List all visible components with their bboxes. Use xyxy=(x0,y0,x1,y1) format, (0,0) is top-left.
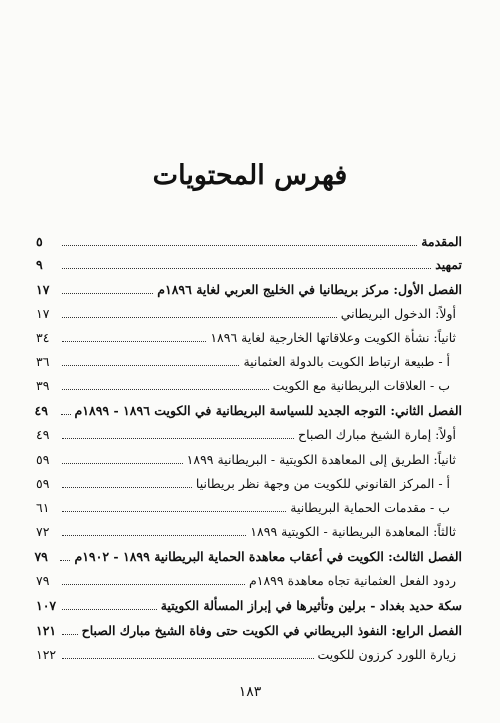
toc-entry-label: زيارة اللورد كرزون للكويت xyxy=(317,647,456,662)
toc-entry-page: ٦١ xyxy=(36,500,50,515)
dot-leader xyxy=(62,341,206,342)
toc-entry xyxy=(36,377,462,395)
toc-entry-label: ثانياً: الطريق إلى المعاهدة الكويتية - البريطانية ١٨٩٩ xyxy=(186,452,456,467)
dot-leader xyxy=(62,245,417,246)
dot-leader xyxy=(62,487,192,488)
dot-leader xyxy=(62,293,153,294)
toc-entry-label: أولاً: إمارة الشيخ مبارك الصباح xyxy=(298,427,456,442)
toc-entry xyxy=(36,597,462,615)
toc-entry xyxy=(36,548,462,566)
toc-entry xyxy=(36,353,462,371)
dot-leader xyxy=(62,317,337,318)
dot-leader xyxy=(62,438,294,439)
toc-entry-label: أ - المركز القانوني للكويت من وجهة نظر بريطانيا xyxy=(195,476,450,491)
toc-entry-label: ثالثاً: المعاهدة البريطانية - الكويتية ١٨٩٩ xyxy=(250,524,456,539)
toc-entry xyxy=(36,281,462,299)
toc-entry-page: ٣٤ xyxy=(36,330,50,345)
dot-leader xyxy=(62,268,431,269)
toc-entry-label: ثانياً: نشأة الكويت وعلاقاتها الخارجية لغاية ١٨٩٦ xyxy=(210,330,456,345)
toc-entry-label: الفصل الثاني: التوجه الجديد للسياسة البريطانية في الكويت ١٨٩٦ - ١٨٩٩م xyxy=(74,403,462,418)
dot-leader xyxy=(61,414,71,415)
dot-leader xyxy=(62,365,239,366)
dot-leader xyxy=(62,609,157,610)
toc-entry-page: ١٧ xyxy=(36,306,50,321)
toc-entry-label: الفصل الرابع: النفوذ البريطاني في الكويت حتى وفاة الشيخ مبارك الصباح xyxy=(81,623,462,638)
toc-entry xyxy=(36,426,462,444)
toc-entry-page: ١٠٧ xyxy=(36,598,57,613)
toc-entry-page: ٤٩ xyxy=(34,403,48,418)
dot-leader xyxy=(60,560,70,561)
toc-entry-page: ٧٩ xyxy=(36,573,50,588)
toc-entry xyxy=(36,402,462,420)
toc-entry-label: تمهيد xyxy=(435,257,462,272)
toc-entry-label: ب - العلاقات البريطانية مع الكويت xyxy=(272,378,450,393)
page-number: ١٨٣ xyxy=(238,684,262,700)
toc-entry-label: أ - طبيعة ارتباط الكويت بالدولة العثمانية xyxy=(243,354,450,369)
page-title: فهرس المحتويات xyxy=(152,160,348,191)
toc-entry-page: ٧٩ xyxy=(34,549,48,564)
toc-entry-label: أولاً: الدخول البريطاني xyxy=(340,306,456,321)
toc-entry-label: ردود الفعل العثمانية تجاه معاهدة ١٨٩٩م xyxy=(249,573,456,588)
toc-entry xyxy=(36,523,462,541)
toc-entry xyxy=(36,475,462,493)
dot-leader xyxy=(62,584,245,585)
toc-entry-page: ٥٩ xyxy=(36,476,50,491)
toc-entry xyxy=(36,329,462,347)
toc-entry-page: ٣٦ xyxy=(36,354,50,369)
dot-leader xyxy=(62,463,183,464)
dot-leader xyxy=(62,634,78,635)
toc-entry-page: ٩ xyxy=(36,257,43,272)
toc-entry xyxy=(36,305,462,323)
dot-leader xyxy=(62,511,286,512)
toc-entry-page: ١٢١ xyxy=(36,623,57,638)
toc-entry xyxy=(36,256,462,274)
toc-entry-page: ١٢٢ xyxy=(36,647,57,662)
toc-entry xyxy=(36,646,462,664)
toc-entry-label: سكة حديد بغداد - برلين وتأثيرها في إبراز المسألة الكويتية xyxy=(160,598,462,613)
toc-entry-label: الفصل الثالث: الكويت في أعقاب معاهدة الحماية البريطانية ١٨٩٩ - ١٩٠٢م xyxy=(74,549,462,564)
toc-entry-label: المقدمة xyxy=(421,234,462,249)
toc-entry-label: الفصل الأول: مركز بريطانيا في الخليج العربي لغاية ١٨٩٦م xyxy=(157,282,462,297)
toc-entry xyxy=(36,622,462,640)
toc-entry xyxy=(36,451,462,469)
toc-entry-page: ٥٩ xyxy=(36,452,50,467)
toc-entry-page: ٧٢ xyxy=(36,524,50,539)
toc-entry-label: ب - مقدمات الحماية البريطانية xyxy=(290,500,450,515)
dot-leader xyxy=(62,535,246,536)
dot-leader xyxy=(62,389,269,390)
toc-entry-page: ١٧ xyxy=(36,282,50,297)
toc-entry xyxy=(36,499,462,517)
dot-leader xyxy=(62,658,314,659)
toc-entry-page: ٥ xyxy=(36,234,43,249)
toc-entry xyxy=(36,233,462,251)
toc-entry-page: ٤٩ xyxy=(36,427,50,442)
toc-entry xyxy=(36,572,462,590)
toc-entry-page: ٣٩ xyxy=(36,378,50,393)
